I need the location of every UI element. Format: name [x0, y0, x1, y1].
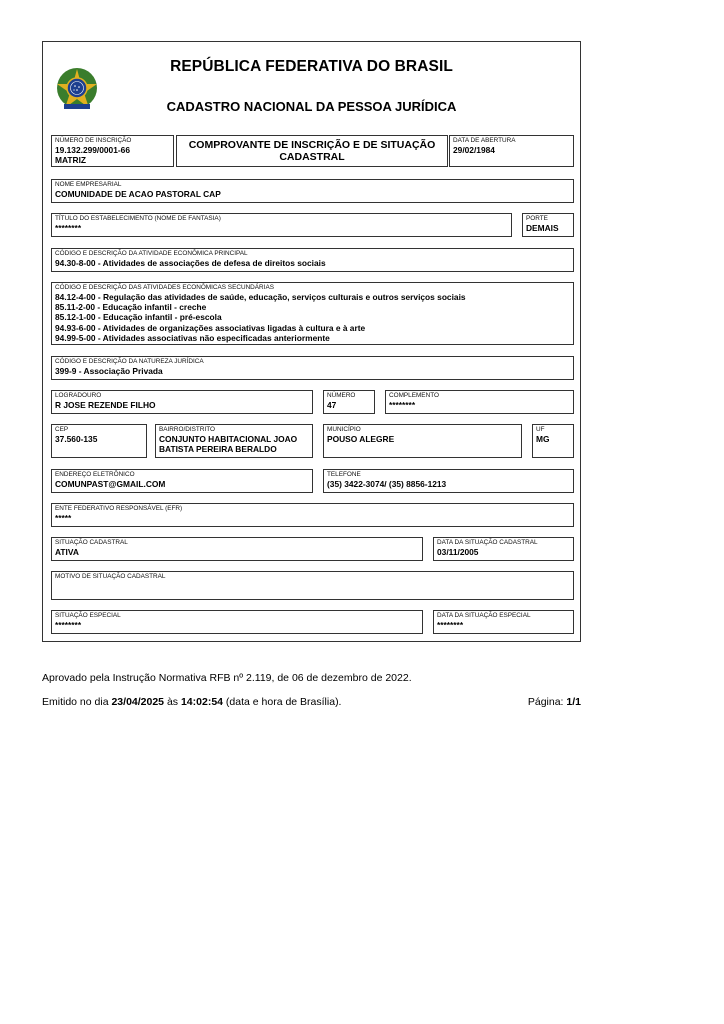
abertura-box	[449, 135, 574, 167]
efr-box	[51, 503, 574, 527]
situacao-value: ATIVA	[55, 547, 79, 557]
natureza-juridica-label: CÓDIGO E DESCRIÇÃO DA NATUREZA JURÍDICA	[55, 358, 204, 365]
abertura-value: 29/02/1984	[453, 145, 495, 155]
list-item: 84.12-4-00 - Regulação das atividades de saúde, educação, serviços culturais e outros serviços sociais	[55, 292, 466, 302]
footer-emitido	[42, 696, 341, 708]
situacao-especial-value: ********	[55, 620, 82, 630]
uf-box	[532, 424, 574, 458]
fantasia-value: ********	[55, 223, 82, 233]
list-item: 94.93-6-00 - Atividades de organizações associativas ligadas à cultura e à arte	[55, 322, 366, 333]
list-item: 94.99-5-00 - Atividades associativas não especificadas anteriormente	[55, 332, 330, 343]
email-label: ENDEREÇO ELETRÔNICO	[55, 471, 135, 478]
logradouro-value: R JOSE REZENDE FILHO	[55, 400, 156, 410]
data-situacao-especial-value: ********	[437, 620, 464, 630]
numero-label: NÚMERO	[327, 392, 356, 399]
atividades-secundarias-label: CÓDIGO E DESCRIÇÃO DAS ATIVIDADES ECONÔMICAS SECUNDÁRIAS	[55, 284, 274, 291]
data-situacao-especial-label: DATA DA SITUAÇÃO ESPECIAL	[437, 612, 531, 619]
municipio-label: MUNICÍPIO	[327, 426, 361, 433]
complemento-label: COMPLEMENTO	[389, 392, 439, 399]
bairro-box	[155, 424, 313, 458]
page-subtitle: CADASTRO NACIONAL DA PESSOA JURÍDICA	[166, 99, 457, 114]
email-value: COMUNPAST@GMAIL.COM	[55, 479, 166, 489]
atividades-secundarias-box	[51, 282, 574, 345]
telefone-label: TELEFONE	[327, 471, 361, 478]
data-situacao-especial-box	[433, 610, 574, 634]
nome-empresarial-value: COMUNIDADE DE ACAO PASTORAL CAP	[55, 189, 221, 199]
cep-value: 37.560-135	[55, 434, 98, 444]
nome-empresarial-box	[51, 179, 574, 203]
logradouro-box	[51, 390, 313, 414]
bairro-value-line1: CONJUNTO HABITACIONAL JOAO	[159, 434, 298, 444]
fantasia-box	[51, 213, 512, 237]
porte-label: PORTE	[526, 215, 548, 222]
fantasia-label: TÍTULO DO ESTABELECIMENTO (NOME DE FANTASIA)	[55, 215, 221, 222]
comprovante-title-line2: CADASTRAL	[279, 151, 345, 163]
inscricao-label: NÚMERO DE INSCRIÇÃO	[55, 137, 132, 144]
data-situacao-box	[433, 537, 574, 561]
page-title: REPÚBLICA FEDERATIVA DO BRASIL	[170, 58, 453, 75]
motivo-box	[51, 571, 574, 600]
cep-box	[51, 424, 147, 458]
porte-box	[522, 213, 574, 237]
inscricao-tipo: MATRIZ	[55, 155, 87, 165]
complemento-value: ********	[389, 400, 416, 410]
motivo-label: MOTIVO DE SITUAÇÃO CADASTRAL	[55, 573, 166, 580]
atividade-principal-label: CÓDIGO E DESCRIÇÃO DA ATIVIDADE ECONÔMICA PRINCIPAL	[55, 250, 248, 257]
list-item: 85.11-2-00 - Educação infantil - creche	[55, 302, 207, 313]
emitido-data: 23/04/2025	[111, 696, 165, 708]
pagina-label: Página:	[527, 696, 567, 708]
abertura-label: DATA DE ABERTURA	[453, 137, 516, 144]
natureza-juridica-box	[51, 356, 574, 380]
bairro-label: BAIRRO/DISTRITO	[159, 426, 215, 433]
nome-empresarial-label: NOME EMPRESARIAL	[55, 181, 122, 188]
atividades-secundarias-list	[55, 292, 466, 343]
comprovante-box	[176, 135, 448, 167]
efr-label: ENTE FEDERATIVO RESPONSÁVEL (EFR)	[55, 505, 183, 512]
footer-pagina	[528, 696, 581, 708]
data-situacao-value: 03/11/2005	[437, 547, 479, 557]
atividade-principal-box	[51, 248, 574, 272]
atividade-principal-value: 94.30-8-00 - Atividades de associações de defesa de direitos sociais	[55, 258, 326, 268]
cep-label: CEP	[55, 426, 69, 433]
numero-value: 47	[327, 400, 337, 410]
situacao-label: SITUAÇÃO CADASTRAL	[55, 539, 128, 546]
numero-box	[323, 390, 375, 414]
data-situacao-label: DATA DA SITUAÇÃO CADASTRAL	[437, 539, 538, 546]
emitido-hora: 14:02:54	[180, 696, 223, 708]
emitido-suffix: (data e hora de Brasília).	[223, 696, 342, 708]
inscricao-value: 19.132.299/0001-66	[55, 145, 130, 155]
efr-value: *****	[55, 513, 72, 523]
situacao-box	[51, 537, 423, 561]
situacao-especial-box	[51, 610, 423, 634]
footer-aprovado: Aprovado pela Instrução Normativa RFB nº 2.119, de 06 de dezembro de 2022.	[42, 672, 412, 684]
logradouro-label: LOGRADOURO	[55, 392, 102, 399]
emitido-as: às	[164, 696, 181, 708]
comprovante-title	[177, 139, 447, 163]
uf-value: MG	[536, 434, 550, 444]
inscricao-box	[51, 135, 174, 167]
comprovante-title-line1: COMPROVANTE DE INSCRIÇÃO E DE SITUAÇÃO	[188, 139, 436, 151]
complemento-box	[385, 390, 574, 414]
emitido-prefix: Emitido no dia	[42, 696, 112, 708]
situacao-especial-label: SITUAÇÃO ESPECIAL	[55, 612, 121, 619]
list-item: 85.12-1-00 - Educação infantil - pré-escola	[55, 312, 222, 323]
telefone-box	[323, 469, 574, 493]
pagina-value: 1/1	[566, 696, 581, 708]
municipio-box	[323, 424, 522, 458]
email-box	[51, 469, 313, 493]
uf-label: UF	[536, 426, 545, 433]
telefone-value: (35) 3422-3074/ (35) 8856-1213	[327, 479, 447, 489]
bairro-value-line2: BATISTA PEREIRA BERALDO	[159, 444, 277, 454]
porte-value: DEMAIS	[526, 223, 559, 233]
municipio-value: POUSO ALEGRE	[327, 434, 395, 444]
natureza-juridica-value: 399-9 - Associação Privada	[55, 366, 163, 376]
